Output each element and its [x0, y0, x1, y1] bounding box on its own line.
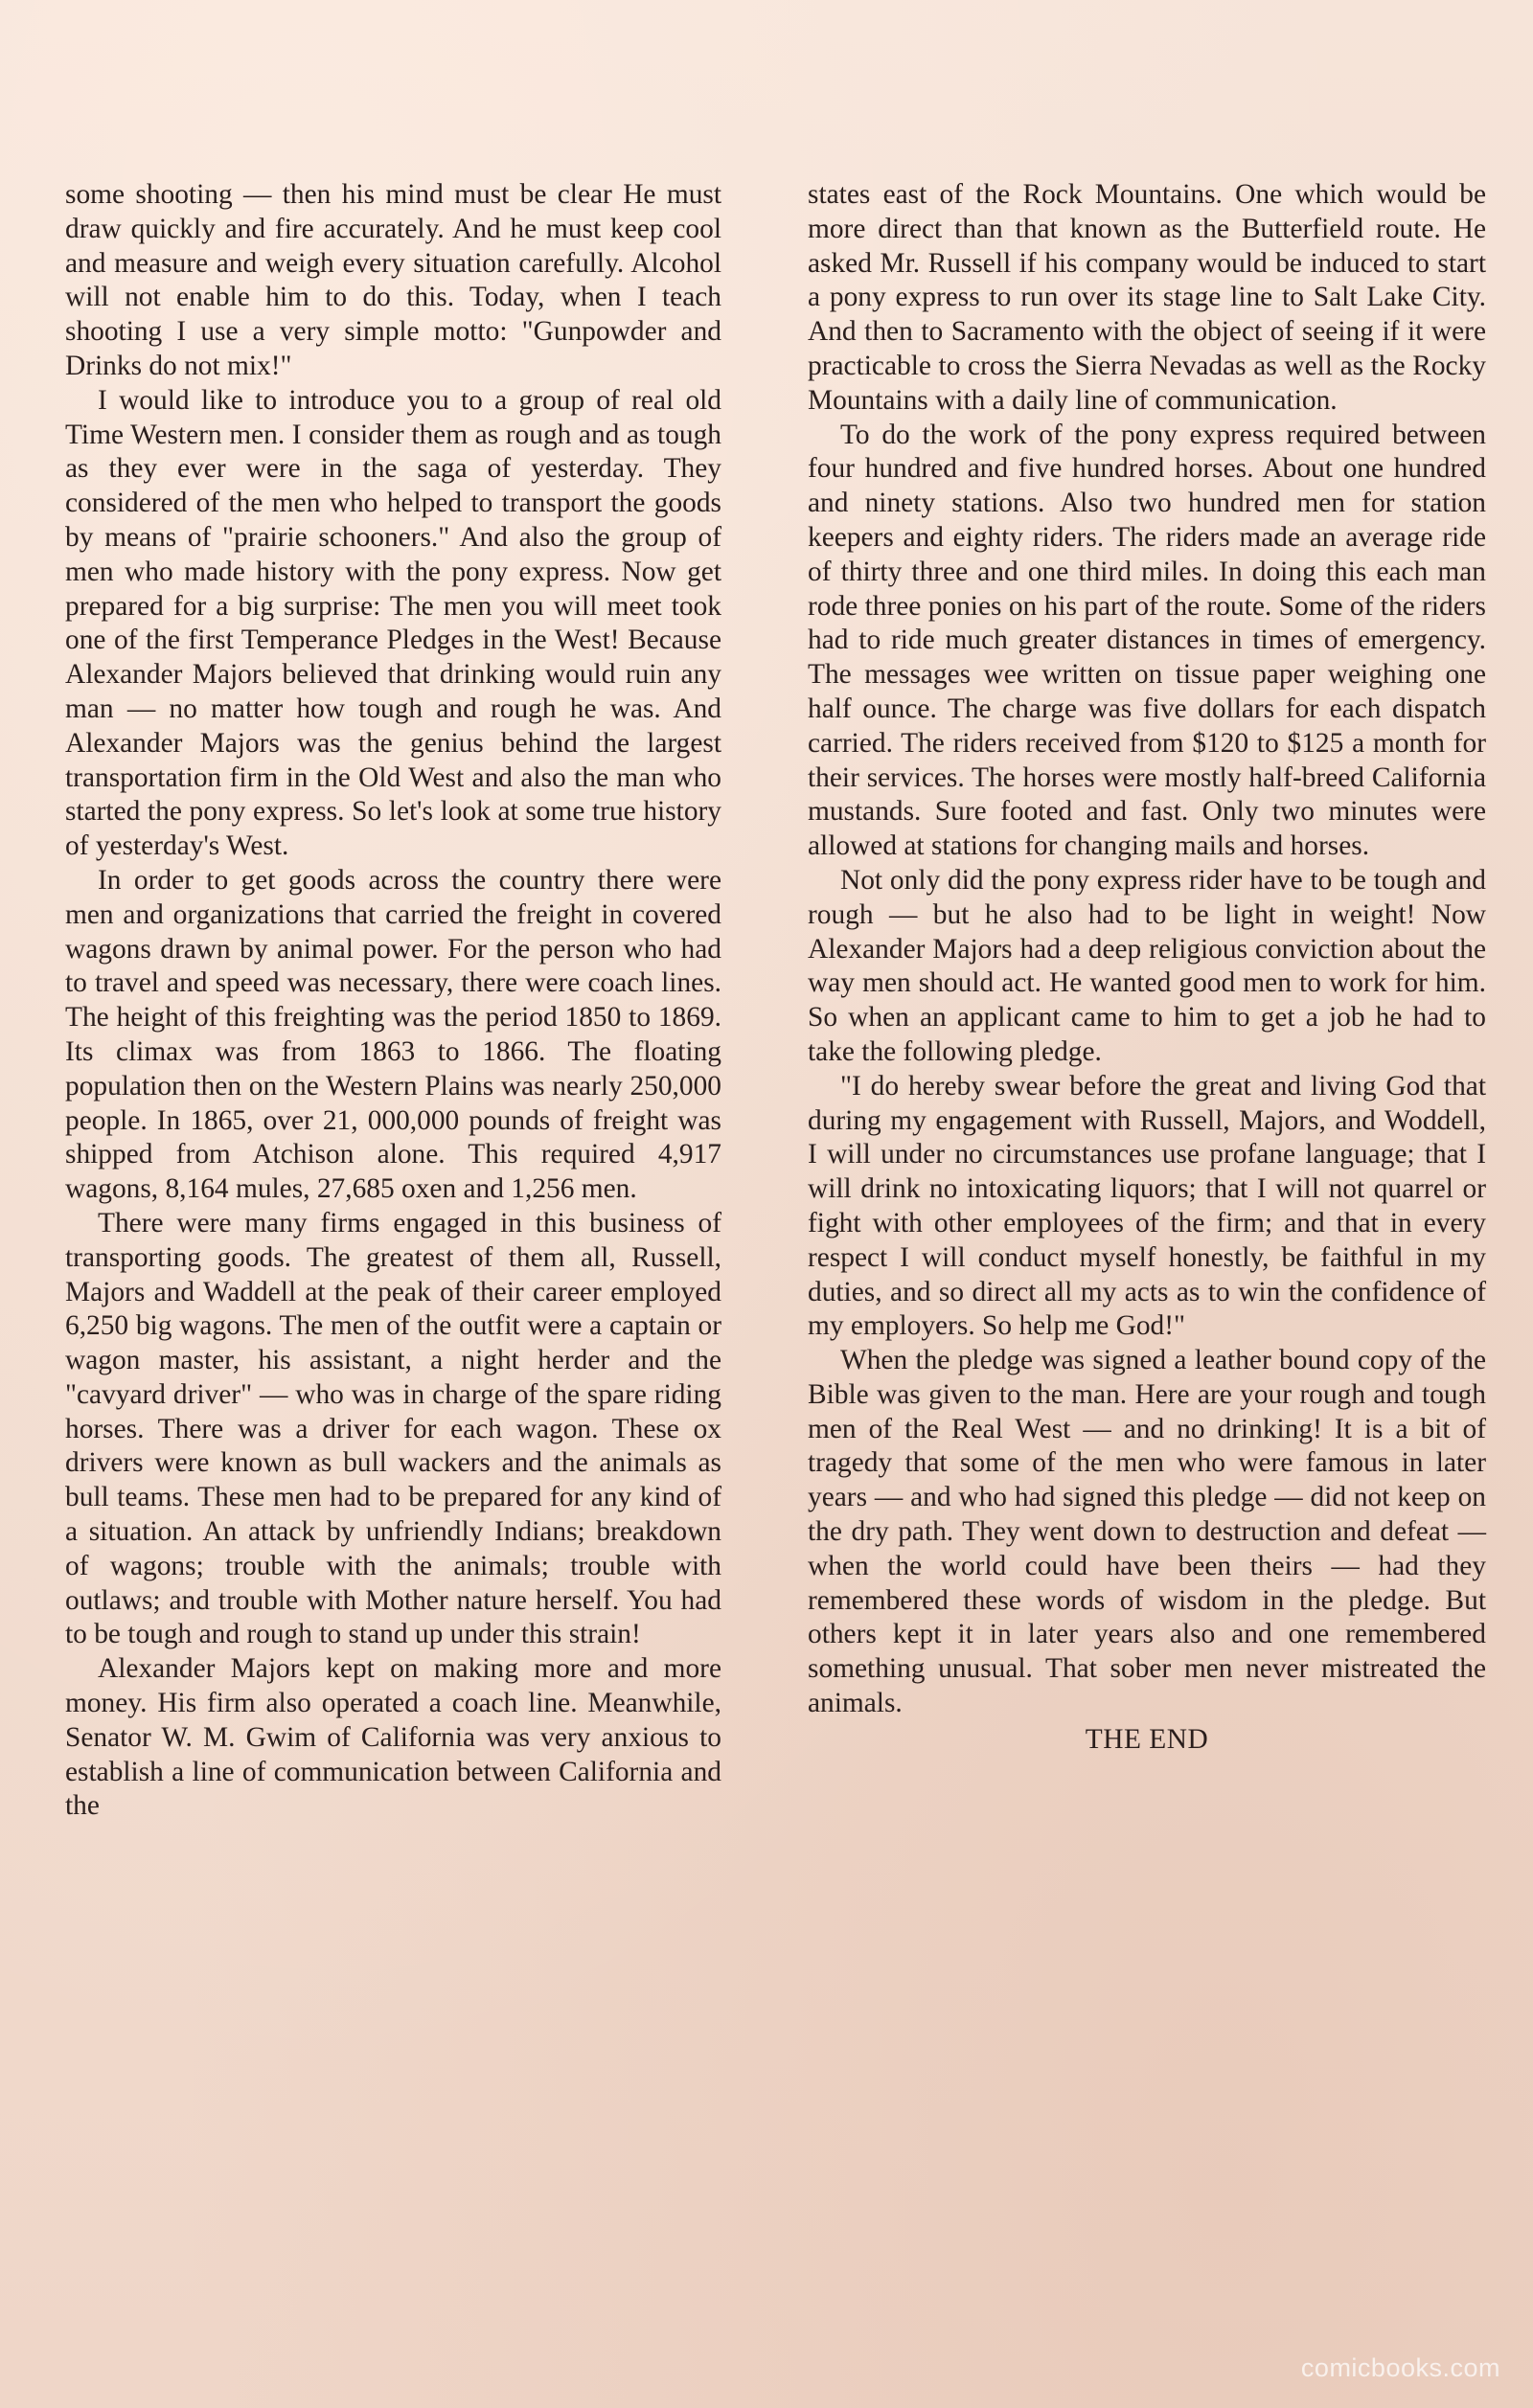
paragraph: Not only did the pony express rider have to be tough and rough — but he also had to be light in weight! Now Alexander Majors had a deep religious conviction about the way men should act. He wanted good men to work for him. So when an applicant came to him to get a job he had to take the following pledge. — [808, 864, 1486, 1067]
left-column — [65, 178, 721, 1824]
paragraph: I would like to introduce you to a group of real old Time Western men. I consider them as rough and as tough as they ever were in the saga of yesterday. They considered of the men who helped to transport the goods by means of "prairie schooners." And also the group of men who made history with the pony express. Now get prepared for a big surprise: The men you will meet took one of the first Temperance Pledges in the West! Because Alexander Majors believed that drinking would ruin any man — no matter how tough and rough he was. And Alexander Majors was the genius behind the largest transportation firm in the Old West and also the man who started the pony express. So let's look at some true history of yesterday's West. — [65, 384, 721, 862]
paragraph: some shooting — then his mind must be clear He must draw quickly and fire accurately. And he must keep cool and measure and weigh every situation carefully. Alcohol will not enable him to do this. Today, when I teach shooting I use a very simple motto: "Gunpowder and Drinks do not mix!" — [65, 179, 721, 381]
paragraph: states east of the Rock Mountains. One which would be more direct than that known as the Butterfield route. He asked Mr. Russell if his company would be induced to start a pony express to run over its stage line to Salt Lake City. And then to Sacramento with the object of seeing if it were practicable to cross the Sierra Nevadas as well as the Rocky Mountains with a daily line of communication. — [808, 179, 1486, 416]
the-end-label: THE END — [1085, 1723, 1209, 1755]
paragraph: In order to get goods across the country there were men and organizations that carried the freight in covered wagons drawn by animal power. For the person who had to travel and speed was necessary, there were coach lines. The height of this freighting was the period 1850 to 1869. Its climax was from 1863 to 1866. The floating population then on the Western Plains was nearly 250,000 people. In 1865, over 21, 000,000 pounds of freight was shipped from Atchison alone. This required 4,917 wagons, 8,164 mules, 27,685 oxen and 1,256 men. — [65, 864, 721, 1205]
pledge-paragraph: "I do hereby swear before the great and living God that during my engagement with Russell, Majors, and Woddell, I will under no circumstances use profane language; that I will drink no intoxicating liquors; that I will not quarrel or fight with other employees of the firm; and that in every respect I will conduct myself honestly, be faithful in my duties, and so direct all my acts as to win the confidence of my employers. So help me God!" — [808, 1070, 1486, 1342]
paragraph: Alexander Majors kept on making more and more money. His firm also operated a coach line. Meanwhile, Senator W. M. Gwim of California was very anxious to establish a line of communication between California and the — [65, 1653, 721, 1822]
watermark: comicbooks.com — [1300, 2353, 1500, 2382]
paragraph: There were many firms engaged in this business of transporting goods. The greatest of them all, Russell, Majors and Waddell at the peak of their career employed 6,250 big wagons. The men of the outfit were a captain or wagon master, his assistant, a night herder and the "cavyard driver" — who was in charge of the spare riding horses. There was a driver for each wagon. These ox drivers were known as bull wackers and the animals as bull teams. These men had to be prepared for any kind of a situation. An attack by unfriendly Indians; breakdown of wagons; trouble with the animals; trouble with outlaws; and trouble with Mother nature herself. You had to be tough and rough to stand up under this strain! — [65, 1207, 721, 1650]
paragraph: To do the work of the pony express required between four hundred and five hundred horses. About one hundred and ninety stations. Also two hundred men for station keepers and eighty riders. The riders made an average ride of thirty three and one third miles. In doing this each man rode three ponies on his part of the route. Some of the riders had to ride much greater distances in times of emergency. The messages wee written on tissue paper weighing one half ounce. The charge was five dollars for each dispatch carried. The riders received from $120 to $125 a month for their services. The horses were mostly half-breed California mustands. Sure footed and fast. Only two minutes were allowed at stations for changing mails and horses. — [808, 419, 1486, 862]
right-column — [808, 178, 1486, 1758]
paragraph: When the pledge was signed a leather bound copy of the Bible was given to the man. Here are your rough and tough men of the Real West — and no drinking! It is a bit of tragedy that some of the men who were famous in later years — and who had signed this pledge — did not keep on the dry path. They went down to destruction and defeat — when the world could have been theirs — had they remembered these words of wisdom in the pledge. But others kept it in later years also and one remembered something unusual. That sober men never mistreated the animals. — [808, 1345, 1486, 1719]
